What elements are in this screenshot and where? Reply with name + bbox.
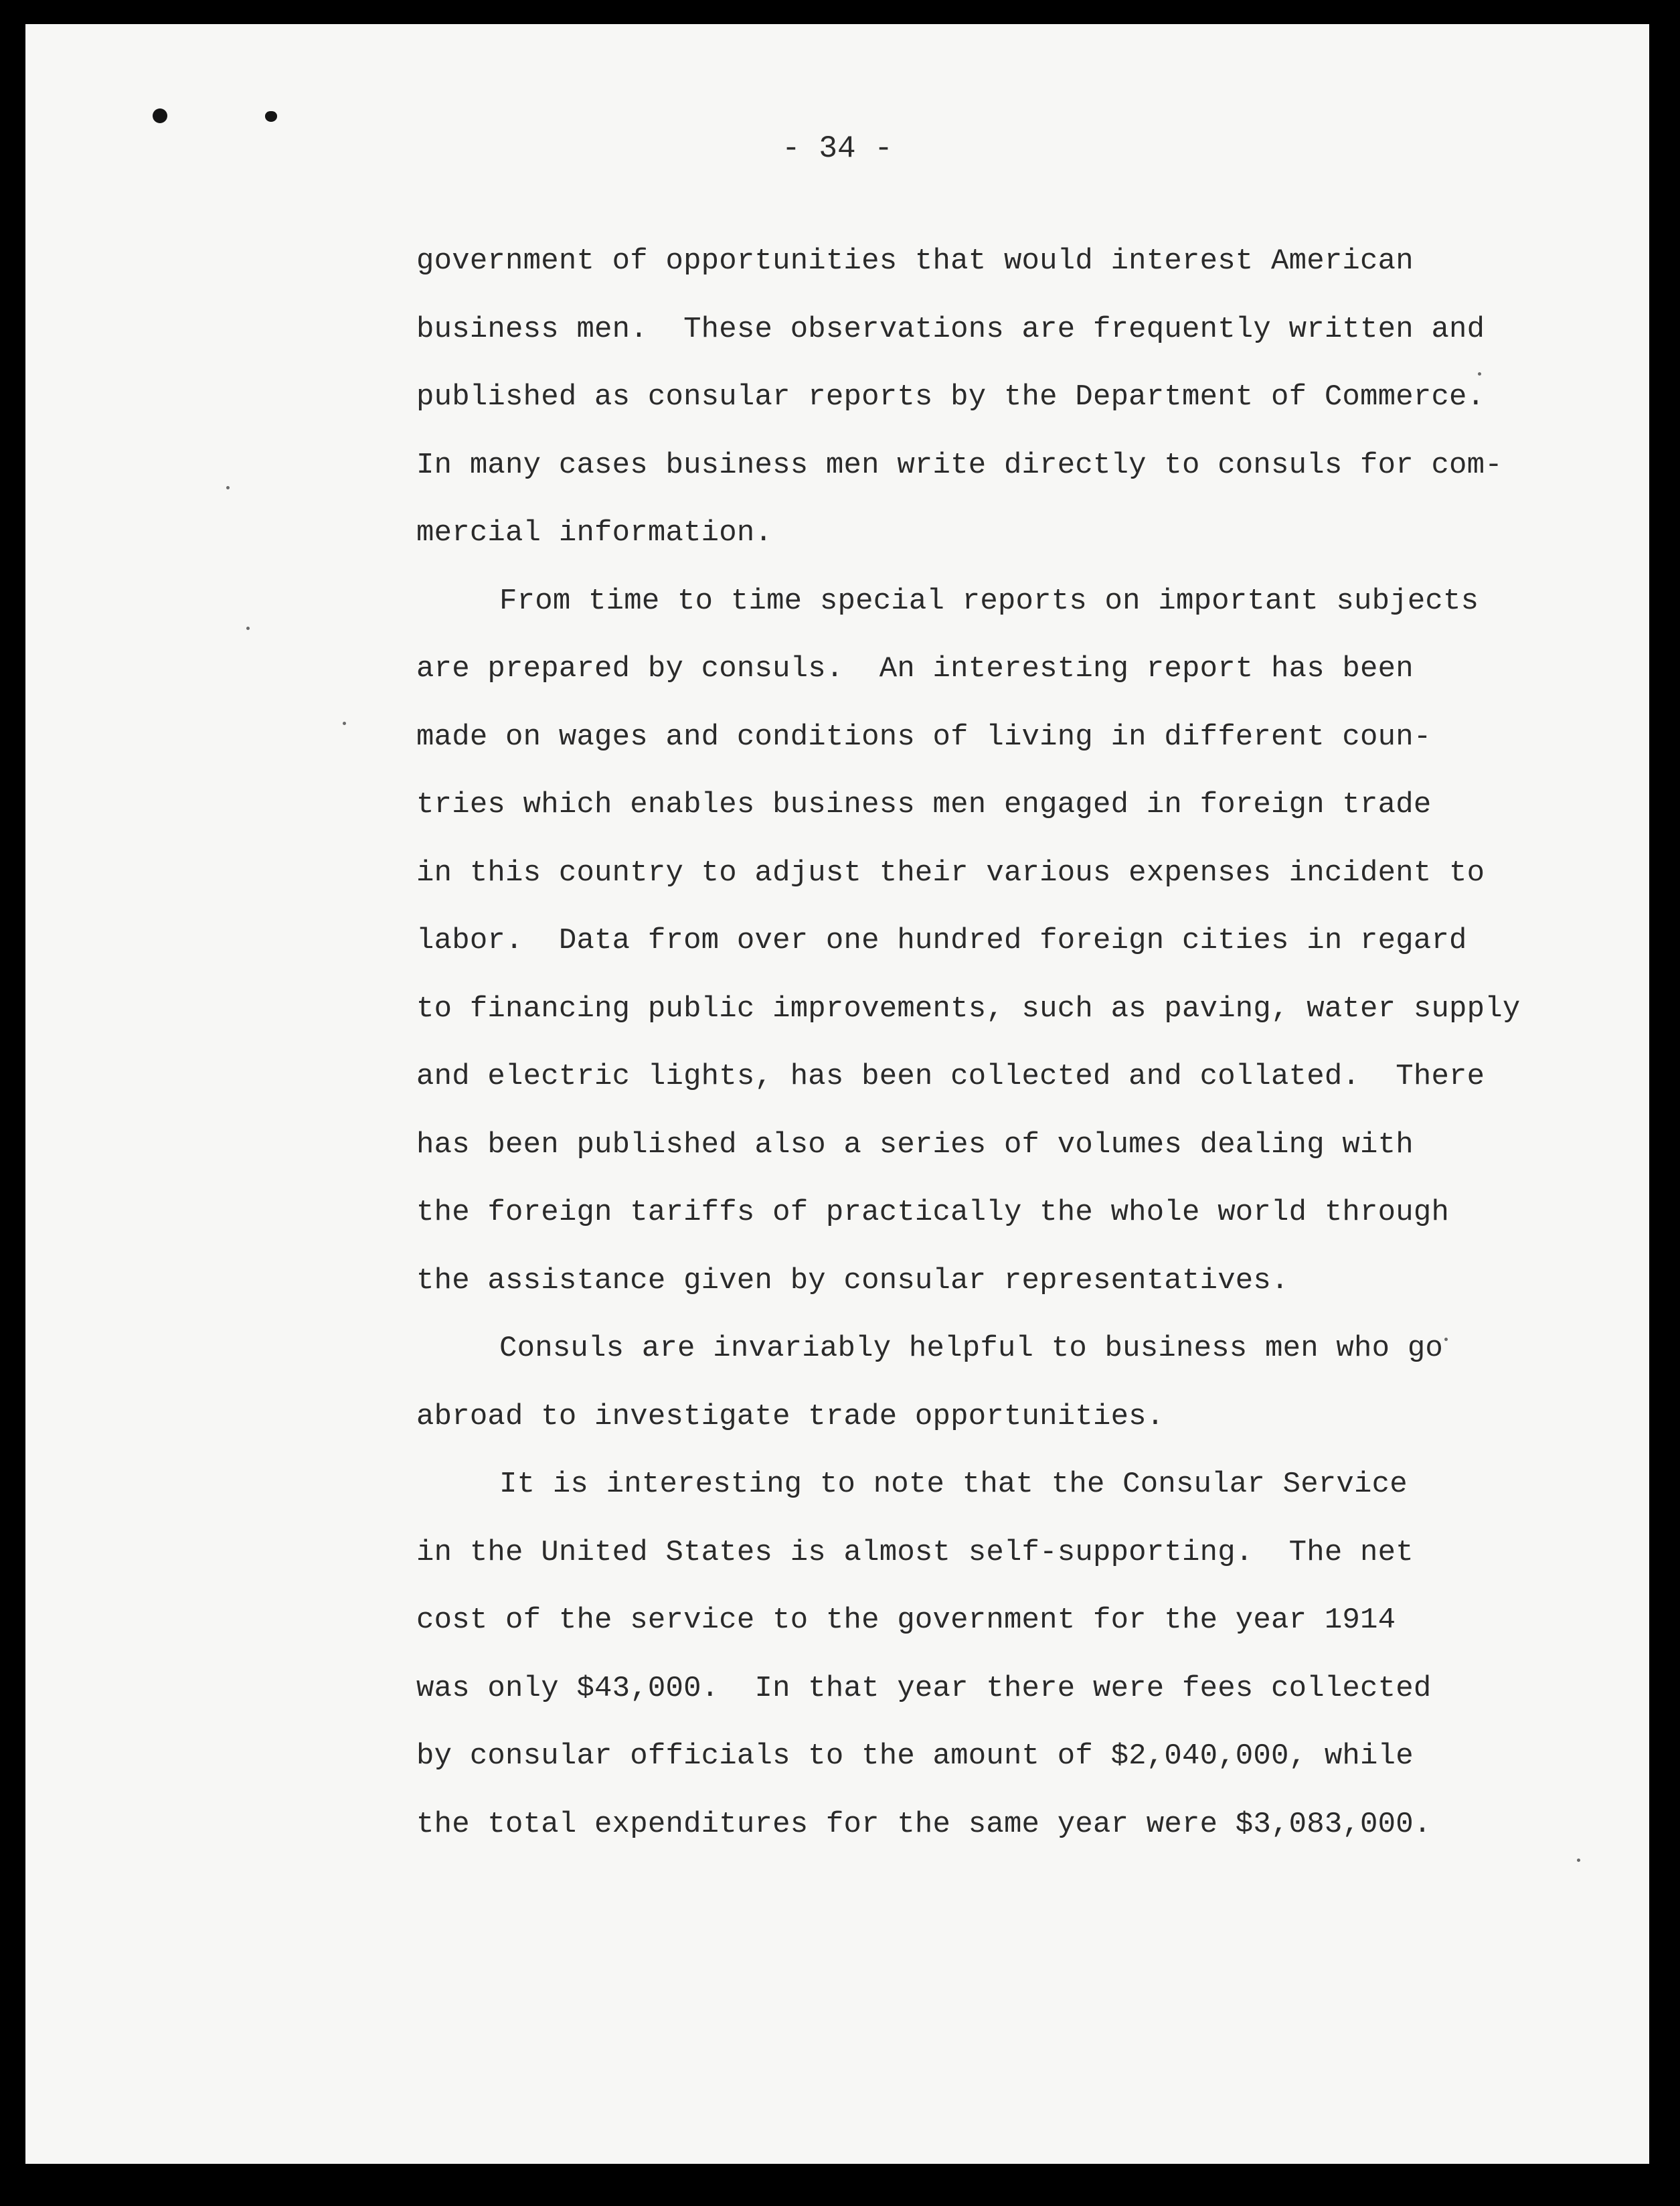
text-line: and electric lights, has been collected and collated. There — [416, 1060, 1485, 1093]
text-line: From time to time special reports on important subjects — [499, 584, 1479, 618]
text-line: was only $43,000. In that year there were fees collected — [416, 1671, 1432, 1705]
text-line: has been published also a series of volumes dealing with — [416, 1127, 1414, 1162]
speck-mark — [226, 486, 230, 489]
text-line: by consular officials to the amount of $2,040,000, while — [416, 1739, 1414, 1773]
text-line: business men. These observations are frequently written and — [416, 312, 1485, 346]
text-line: the total expenditures for the same year were $3,083,000. — [416, 1807, 1432, 1841]
punch-hole-icon — [265, 111, 277, 122]
text-line: labor. Data from over one hundred foreign cities in regard — [416, 924, 1467, 957]
text-line: It is interesting to note that the Consular Service — [499, 1468, 1408, 1501]
text-line: published as consular reports by the Department of Commerce. — [416, 380, 1485, 414]
speck-mark — [343, 722, 346, 725]
body-text — [416, 228, 1520, 1859]
text-line: mercial information. — [416, 516, 773, 550]
text-line: the assistance given by consular representatives. — [416, 1263, 1289, 1297]
text-line: government of opportunities that would interest American — [416, 244, 1414, 278]
speck-mark — [1577, 1859, 1580, 1862]
punch-hole-icon — [153, 108, 167, 123]
text-line: to financing public improvements, such as paving, water supply — [416, 992, 1521, 1026]
text-line: in this country to adjust their various expenses incident to — [416, 856, 1485, 890]
page-number: - 34 - — [782, 131, 893, 166]
text-line: tries which enables business men engaged in foreign trade — [416, 788, 1432, 821]
text-line: abroad to investigate trade opportunities. — [416, 1399, 1165, 1433]
text-line: cost of the service to the government for the year 1914 — [416, 1603, 1396, 1637]
document-page — [25, 24, 1649, 2164]
text-line: Consuls are invariably helpful to business men who go — [499, 1332, 1444, 1365]
text-line: made on wages and conditions of living in different coun- — [416, 720, 1432, 754]
text-line: In many cases business men write directly to consuls for com- — [416, 448, 1503, 482]
text-line: in the United States is almost self-supporting. The net — [416, 1535, 1414, 1569]
speck-mark — [246, 627, 250, 630]
text-line: the foreign tariffs of practically the whole world through — [416, 1196, 1450, 1229]
text-line: are prepared by consuls. An interesting report has been — [416, 652, 1414, 686]
